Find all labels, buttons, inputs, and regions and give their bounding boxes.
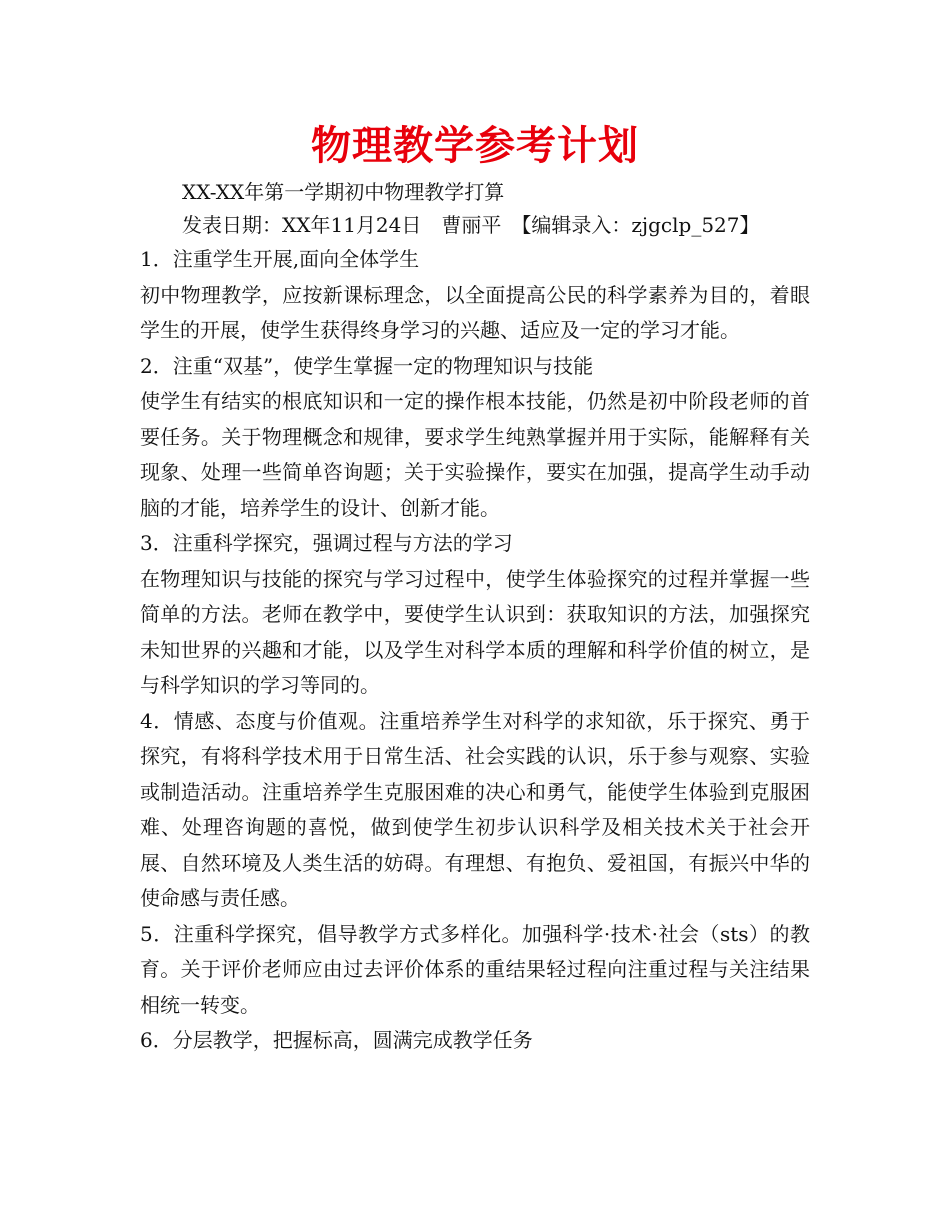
- document-subtitle: XX-XX年第一学期初中物理教学打算: [182, 180, 505, 204]
- document-meta-line: 发表日期：XX年11月24日 曹丽平 【编辑录入：zjgclp_527】: [182, 213, 760, 237]
- section-4: [140, 704, 810, 917]
- section-heading: 1．注重学生开展,面向全体学生: [140, 247, 420, 271]
- section-3: [140, 526, 810, 704]
- section-body: 在物理知识与技能的探究与学习过程中，使学生体验探究的过程并掌握一些简单的方法。老师在教学中，要使学生认识到：获取知识的方法，加强探究未知世界的兴趣和才能，以及学生对科学本质的理解和科学价值的树立，是与科学知识的学习等同的。: [140, 566, 810, 697]
- section-body: 4．情感、态度与价值观。注重培养学生对科学的求知欲，乐于探究、勇于探究，有将科学技术用于日常生活、社会实践的认识，乐于参与观察、实验或制造活动。注重培养学生克服困难的决心和勇气，能使学生体验到克服困难、处理咨询题的喜悦，做到使学生初步认识科学及相关技术关于社会开展、自然环境及人类生活的妨碍。有理想、有抱负、爱祖国，有振兴中华的使命感与责任感。: [140, 708, 810, 910]
- section-heading: 3．注重科学探究，强调过程与方法的学习: [140, 531, 513, 555]
- section-2: [140, 349, 810, 527]
- section-6: [140, 1023, 810, 1059]
- section-heading: 6．分层教学，把握标高，圆满完成教学任务: [140, 1028, 533, 1052]
- section-heading: 2．注重“双基”，使学生掌握一定的物理知识与技能: [140, 353, 594, 378]
- section-5: [140, 917, 810, 1024]
- document-title: 物理教学参考计划: [311, 122, 639, 169]
- section-1: [140, 242, 810, 349]
- section-body: 使学生有结实的根底知识和一定的操作根本技能，仍然是初中阶段老师的首要任务。关于物理概念和规律，要求学生纯熟掌握并用于实际，能解释有关现象、处理一些简单咨询题；关于实验操作，要实在加强，提高学生动手动脑的才能，培养学生的设计、创新才能。: [140, 389, 810, 520]
- section-body: 初中物理教学，应按新课标理念，以全面提高公民的科学素养为目的，着眼学生的开展，使学生获得终身学习的兴趣、适应及一定的学习才能。: [140, 282, 810, 342]
- section-body: 5．注重科学探究，倡导教学方式多样化。加强科学·技术·社会（sts）的教育。关于评价老师应由过去评价体系的重结果轻过程向注重过程与关注结果相统一转变。: [140, 921, 810, 1017]
